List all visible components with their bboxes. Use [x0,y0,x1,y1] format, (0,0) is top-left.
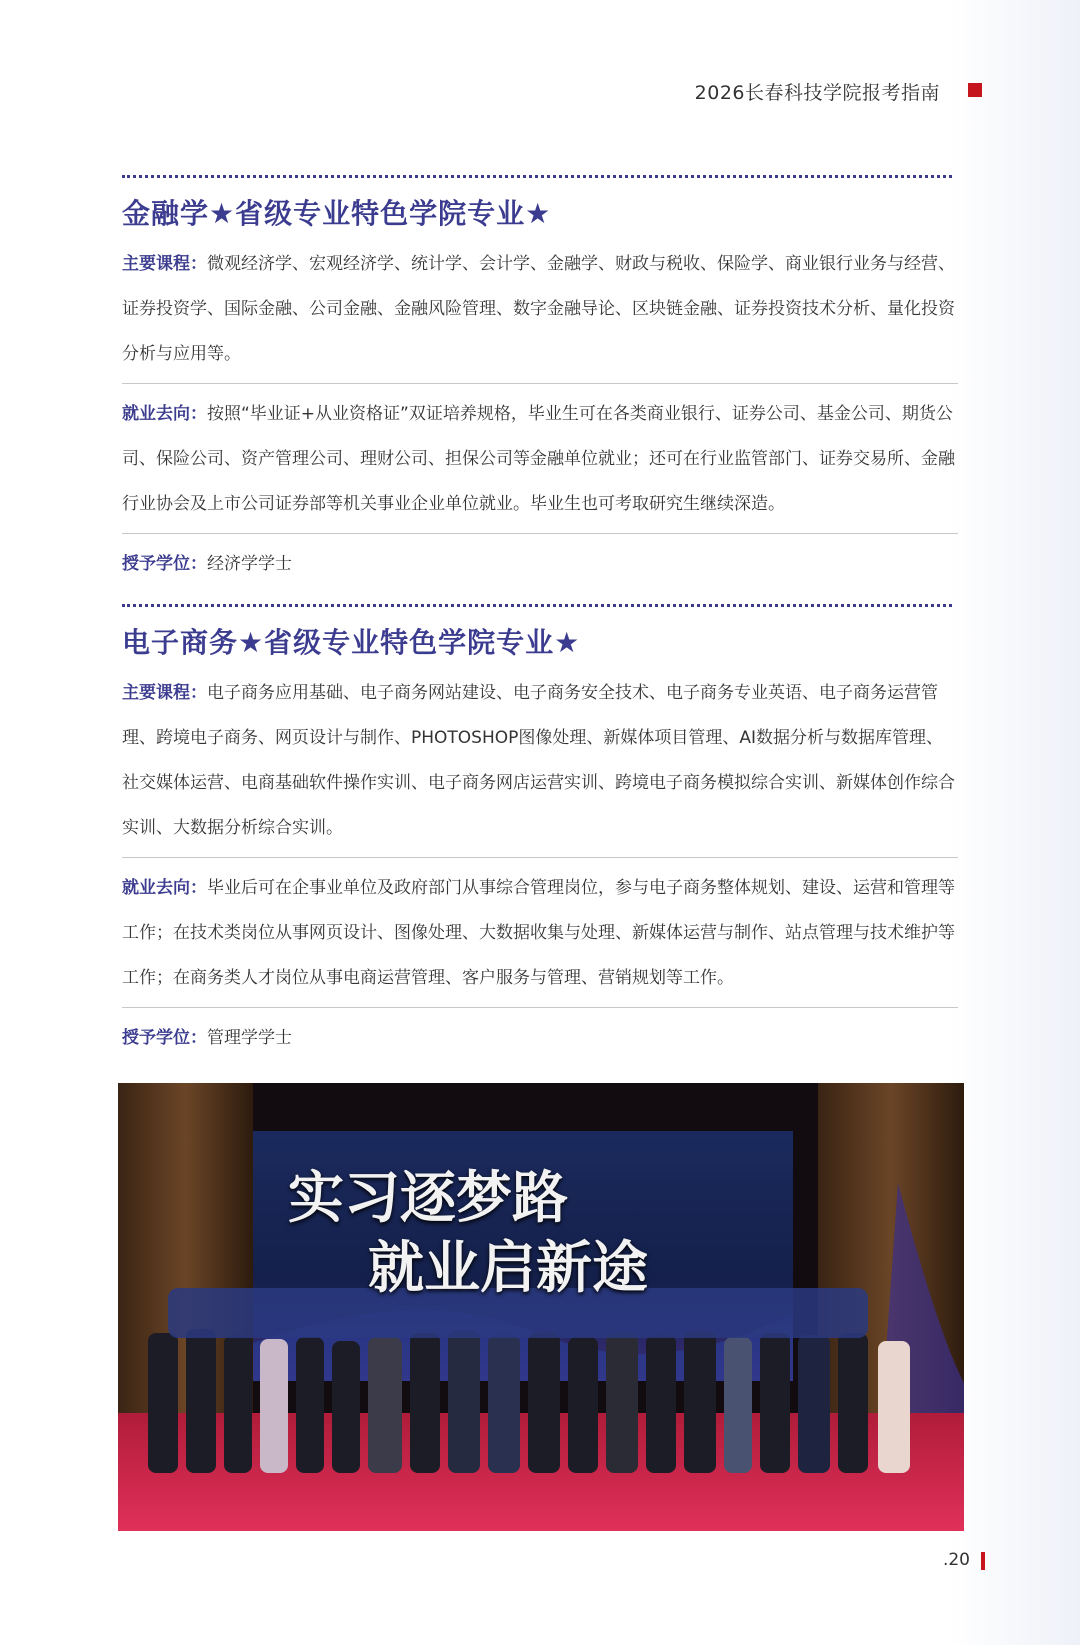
courses-block [122,242,958,377]
dotted-divider [122,604,952,607]
page-number: .20 [942,1550,970,1570]
header-marker-square [968,83,982,97]
jobs-block [122,392,958,527]
degree-text: 管理学学士 [207,1028,292,1048]
jobs-block [122,866,958,1001]
courses-text: 微观经济学、宏观经济学、统计学、会计学、金融学、财政与税收、保险学、商业银行业务与经营、证券投资学、国际金融、公司金融、金融风险管理、数字金融导论、区块链金融、证券投资技术分析、量化投资分析与应用等。 [122,254,955,364]
divider-line [122,857,958,858]
major-section-ecommerce [122,604,958,1061]
banner-text [288,1163,768,1303]
page-number-bar [981,1552,985,1570]
degree-text: 经济学学士 [207,554,292,574]
courses-label: 主要课程： [122,254,207,274]
jobs-text: 按照“毕业证+从业资格证”双证培养规格，毕业生可在各类商业银行、证券公司、基金公司、期货公司、保险公司、资产管理公司、理财公司、担保公司等金融单位就业；还可在行业监管部门、证券交易所、金融行业协会及上市公司证券部等机关事业企业单位就业。毕业生也可考取研究生继续深造。 [122,404,955,514]
major-title: 金融学★省级专业特色学院专业★ [122,197,552,230]
banner-line-2: 就业启新途 [368,1235,648,1301]
courses-block [122,671,958,851]
divider-line [122,1007,958,1008]
degree-label: 授予学位： [122,1028,207,1048]
divider-line [122,383,958,384]
major-section-finance [122,175,958,587]
jobs-label: 就业去向： [122,404,207,424]
divider-line [122,533,958,534]
degree-block [122,1016,958,1061]
dotted-divider [122,175,952,178]
courses-text: 电子商务应用基础、电子商务网站建设、电子商务安全技术、电子商务专业英语、电子商务运营管理、跨境电子商务、网页设计与制作、PHOTOSHOP图像处理、新媒体项目管理、AI数据分析与数据库管理、社交媒体运营、电商基础软件操作实训、电子商务网店运营实训、跨境电子商务模拟综合实训、新媒体创作综合实训、大数据分析综合实训。 [122,683,955,838]
degree-block [122,542,958,587]
major-title: 电子商务★省级专业特色学院专业★ [122,626,581,659]
courses-label: 主要课程： [122,683,207,703]
jobs-label: 就业去向： [122,878,207,898]
group-photo [118,1083,964,1531]
page-header-title: 2026长春科技学院报考指南 [694,82,940,104]
jobs-text: 毕业后可在企事业单位及政府部门从事综合管理岗位，参与电子商务整体规划、建设、运营和管理等工作；在技术类岗位从事网页设计、图像处理、大数据收集与处理、新媒体运营与制作、站点管理与技术维护等工作；在商务类人才岗位从事电商运营管理、客户服务与管理、营销规划等工作。 [122,878,955,988]
degree-label: 授予学位： [122,554,207,574]
banner-line-1: 实习逐梦路 [288,1165,568,1231]
